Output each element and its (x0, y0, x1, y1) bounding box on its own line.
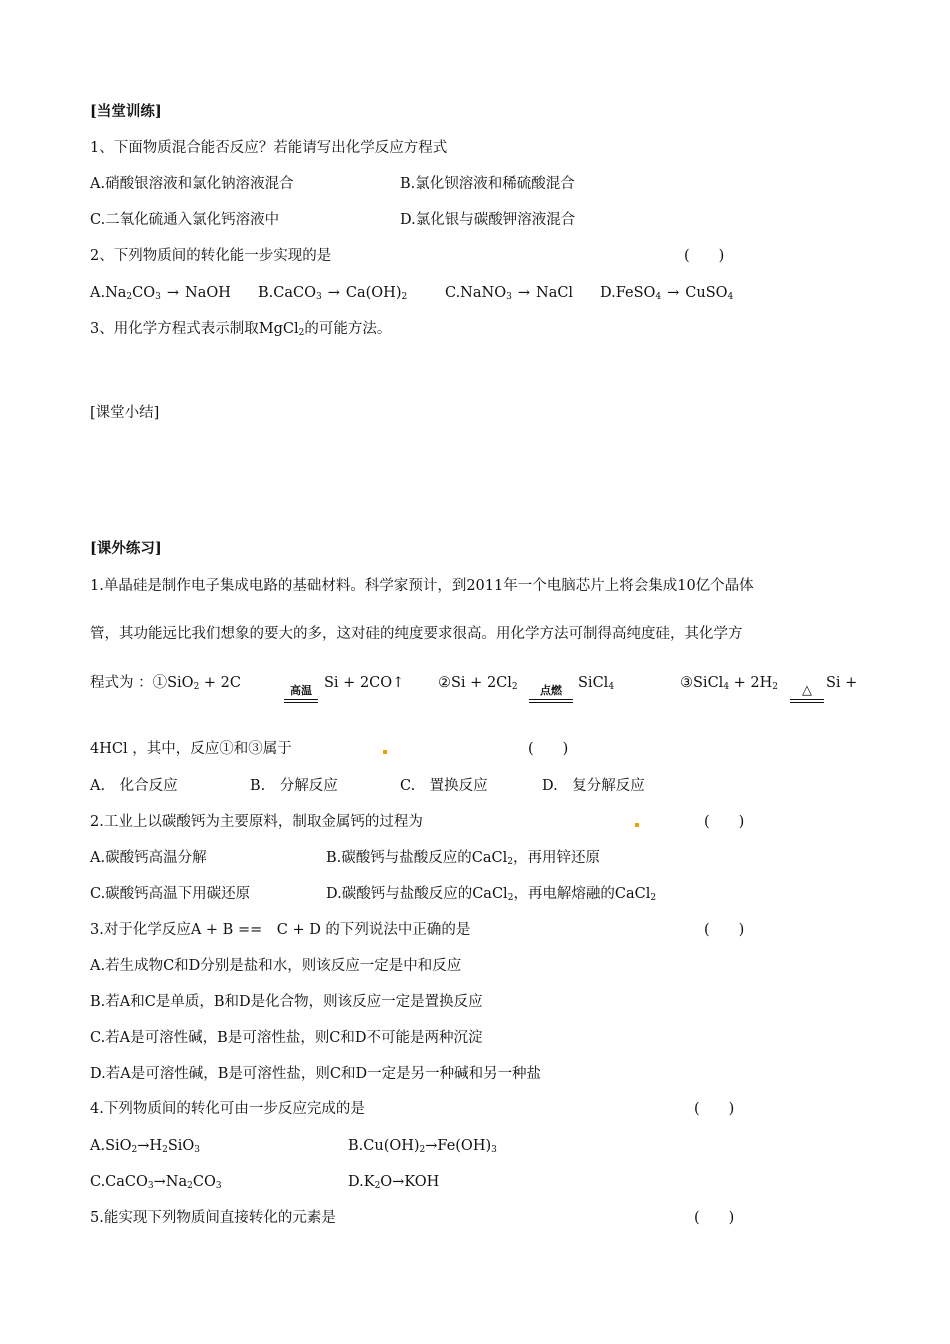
equation-2-reactants: ②Si + $2Cl_2$ (438, 675, 518, 692)
homework-q1-answer-blank: ( ) (528, 741, 569, 757)
homework-q4-option-d: $D.K_2O\to KOH$ (348, 1174, 440, 1191)
homework-q3-answer-blank: ( ) (704, 922, 745, 938)
homework-q2-option-c: C.碳酸钙高温下用碳还原 (90, 886, 251, 902)
drill-q1-option-c: C.二氧化硫通入氯化钙溶液中 (90, 212, 280, 228)
homework-question-3: 3.对于化学反应A + B == C + D 的下列说法中正确的是 (90, 922, 471, 938)
drill-q1-option-a: A.硝酸银溶液和氯化钠溶液混合 (90, 176, 294, 192)
homework-q2-option-a: A.碳酸钙高温分解 (90, 850, 207, 866)
homework-q1-option-a: A. 化合反应 (90, 778, 178, 794)
homework-q1-option-d: D. 复分解反应 (542, 778, 645, 794)
equation-1-reactants: 程式为 ：①SiO$_2$ + 2C (90, 675, 241, 692)
homework-q1-line-2: 管，其功能远比我们想象的要大的多，这对硅的纯度要求很高。用化学方法可制得高纯度硅，其化学方 (90, 626, 743, 642)
homework-question-2: 2.工业上以碳酸钙为主要原料，制取金属钙的过程为 (90, 814, 423, 830)
homework-q3-option-c: C.若A是可溶性碱，B是可溶性盐，则C和D不可能是两种沉淀 (90, 1030, 483, 1046)
homework-q2-answer-blank: ( ) (704, 814, 745, 830)
drill-question-2: 2、下列物质间的转化能一步实现的是 (90, 248, 332, 264)
homework-question-5: 5.能实现下列物质间直接转化的元素是 (90, 1210, 336, 1226)
drill-q2-option-c: C.NaNO$_3$ → NaCl (445, 285, 574, 302)
condition-ignition: 点燃 (529, 684, 573, 703)
marker-dot (383, 750, 387, 754)
condition-heating: △ (790, 684, 824, 703)
arrow-icon: → (327, 285, 340, 301)
drill-question-3: 3、用化学方程式表示制取MgCl$_2$的可能方法。 (90, 321, 392, 338)
homework-q1-line-4: 4HCl ，其中，反应①和③属于 (90, 741, 292, 757)
homework-q4-option-c: $C.CaCO_3\to Na_2CO_3$ (90, 1174, 222, 1191)
drill-q2-option-d: D.FeSO$_4$ → CuSO$_4$ (600, 285, 734, 302)
drill-q2-option-b: B.CaCO$_3$ → $Ca(OH)_2$ (258, 285, 408, 302)
marker-dot (635, 823, 639, 827)
drill-q1-option-b: B.氯化钡溶液和稀硫酸混合 (400, 176, 575, 192)
homework-q2-option-d: D.碳酸钙与盐酸反应的CaCl$_2$，再电解熔融的CaCl$_2$ (326, 886, 657, 903)
arrow-icon: → (166, 285, 180, 301)
homework-q4-option-a: $A.SiO_2\to H_2SiO_3$ (90, 1138, 201, 1155)
homework-question-4: 4.下列物质间的转化可由一步反应完成的是 (90, 1101, 365, 1117)
homework-q4-answer-blank: ( ) (694, 1101, 735, 1117)
arrow-icon: → (667, 285, 680, 301)
condition-high-temperature: 高温 (284, 684, 318, 703)
drill-q1-option-d: D.氯化银与碳酸钾溶液混合 (400, 212, 576, 228)
homework-q2-option-b: B.碳酸钙与盐酸反应的CaCl$_2$，再用锌还原 (326, 850, 600, 867)
drill-question-1: 1、下面物质混合能否反应？若能请写出化学反应方程式 (90, 140, 448, 156)
homework-q1-line-1: 1.单晶硅是制作电子集成电路的基础材料。科学家预计，到2011年一个电脑芯片上将会集成10亿个晶体 (90, 578, 754, 594)
equation-2-products: SiCl$_4$ (578, 675, 615, 692)
equation-3-reactants: ③SiCl$_4$ + $2H_2$ (680, 675, 779, 692)
drill-q2-option-a: $A.Na_2CO_3$ → NaOH (90, 285, 231, 302)
homework-q3-option-b: B.若A和C是单质，B和D是化合物，则该反应一定是置换反应 (90, 994, 483, 1010)
drill-q2-answer-blank: ( ) (684, 248, 725, 264)
homework-q1-option-b: B. 分解反应 (250, 778, 338, 794)
homework-q3-option-a: A.若生成物C和D分别是盐和水，则该反应一定是中和反应 (90, 958, 462, 974)
section-title-homework: [课外练习] (90, 540, 162, 557)
section-title-summary: [课堂小结] (90, 405, 160, 421)
homework-q1-option-c: C. 置换反应 (400, 778, 488, 794)
homework-q5-answer-blank: ( ) (694, 1210, 735, 1226)
homework-q3-option-d: D.若A是可溶性碱，B是可溶性盐，则C和D一定是另一种碱和另一种盐 (90, 1066, 542, 1082)
equation-1-products: Si + 2CO↑ (324, 675, 405, 691)
arrow-icon: → (517, 285, 530, 301)
section-title-drill: [当堂训练] (90, 103, 162, 120)
homework-q4-option-b: $B.Cu(OH)_2\to Fe(OH)_3$ (348, 1138, 497, 1155)
equation-3-products: Si + (826, 675, 858, 691)
